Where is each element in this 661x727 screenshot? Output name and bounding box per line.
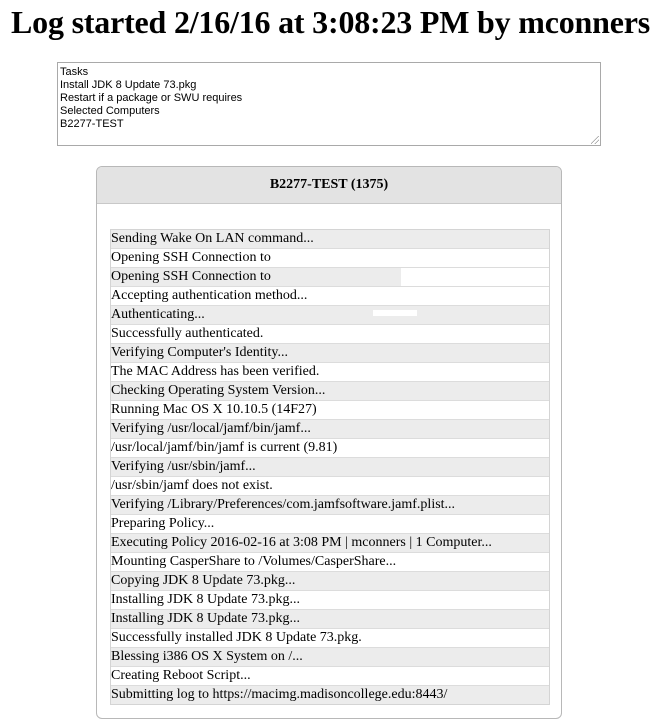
log-row: Verifying /usr/sbin/jamf... <box>111 458 549 477</box>
log-row: Executing Policy 2016-02-16 at 3:08 PM | mconners | 1 Computer... <box>111 534 549 553</box>
log-row-text: Opening SSH Connection to <box>111 250 271 265</box>
log-row: Installing JDK 8 Update 73.pkg... <box>111 610 549 629</box>
redacted-block <box>401 268 549 286</box>
summary-line: B2277-TEST <box>60 118 124 130</box>
log-row: Verifying /usr/local/jamf/bin/jamf... <box>111 420 549 439</box>
panel-title: B2277-TEST (1375) <box>97 167 561 204</box>
log-row: Accepting authentication method... <box>111 287 549 306</box>
log-row: Mounting CasperShare to /Volumes/CasperShare... <box>111 553 549 572</box>
log-row: Successfully installed JDK 8 Update 73.pkg. <box>111 629 549 648</box>
log-row-text: Opening SSH Connection to <box>111 269 271 284</box>
log-row: /usr/sbin/jamf does not exist. <box>111 477 549 496</box>
summary-line: Install JDK 8 Update 73.pkg <box>60 79 197 91</box>
resize-grip-icon[interactable] <box>591 136 599 144</box>
log-row-text: Authenticating... <box>111 307 205 322</box>
log-row <box>111 249 549 268</box>
log-row: Checking Operating System Version... <box>111 382 549 401</box>
log-row: Sending Wake On LAN command... <box>111 230 549 249</box>
log-row <box>111 268 549 287</box>
log-row: /usr/local/jamf/bin/jamf is current (9.81) <box>111 439 549 458</box>
log-row: Successfully authenticated. <box>111 325 549 344</box>
log-row: Submitting log to https://macimg.madisoncollege.edu:8443/ <box>111 686 549 704</box>
redacted-block <box>373 310 417 316</box>
log-row: Blessing i386 OS X System on /... <box>111 648 549 667</box>
log-row: Verifying Computer's Identity... <box>111 344 549 363</box>
log-row: The MAC Address has been verified. <box>111 363 549 382</box>
log-row: Verifying /Library/Preferences/com.jamfsoftware.jamf.plist... <box>111 496 549 515</box>
summary-line: Selected Computers <box>60 105 160 117</box>
computer-log-panel <box>96 166 562 719</box>
page-title: Log started 2/16/16 at 3:08:23 PM by mconners <box>11 4 650 40</box>
log-row: Installing JDK 8 Update 73.pkg... <box>111 591 549 610</box>
log-row: Running Mac OS X 10.10.5 (14F27) <box>111 401 549 420</box>
log-row: Creating Reboot Script... <box>111 667 549 686</box>
task-summary-textarea[interactable] <box>57 62 601 146</box>
summary-line: Restart if a package or SWU requires <box>60 92 243 104</box>
log-row: Preparing Policy... <box>111 515 549 534</box>
log-row: Copying JDK 8 Update 73.pkg... <box>111 572 549 591</box>
log-row <box>111 306 549 325</box>
log-list <box>110 229 550 705</box>
summary-line: Tasks <box>60 66 89 78</box>
